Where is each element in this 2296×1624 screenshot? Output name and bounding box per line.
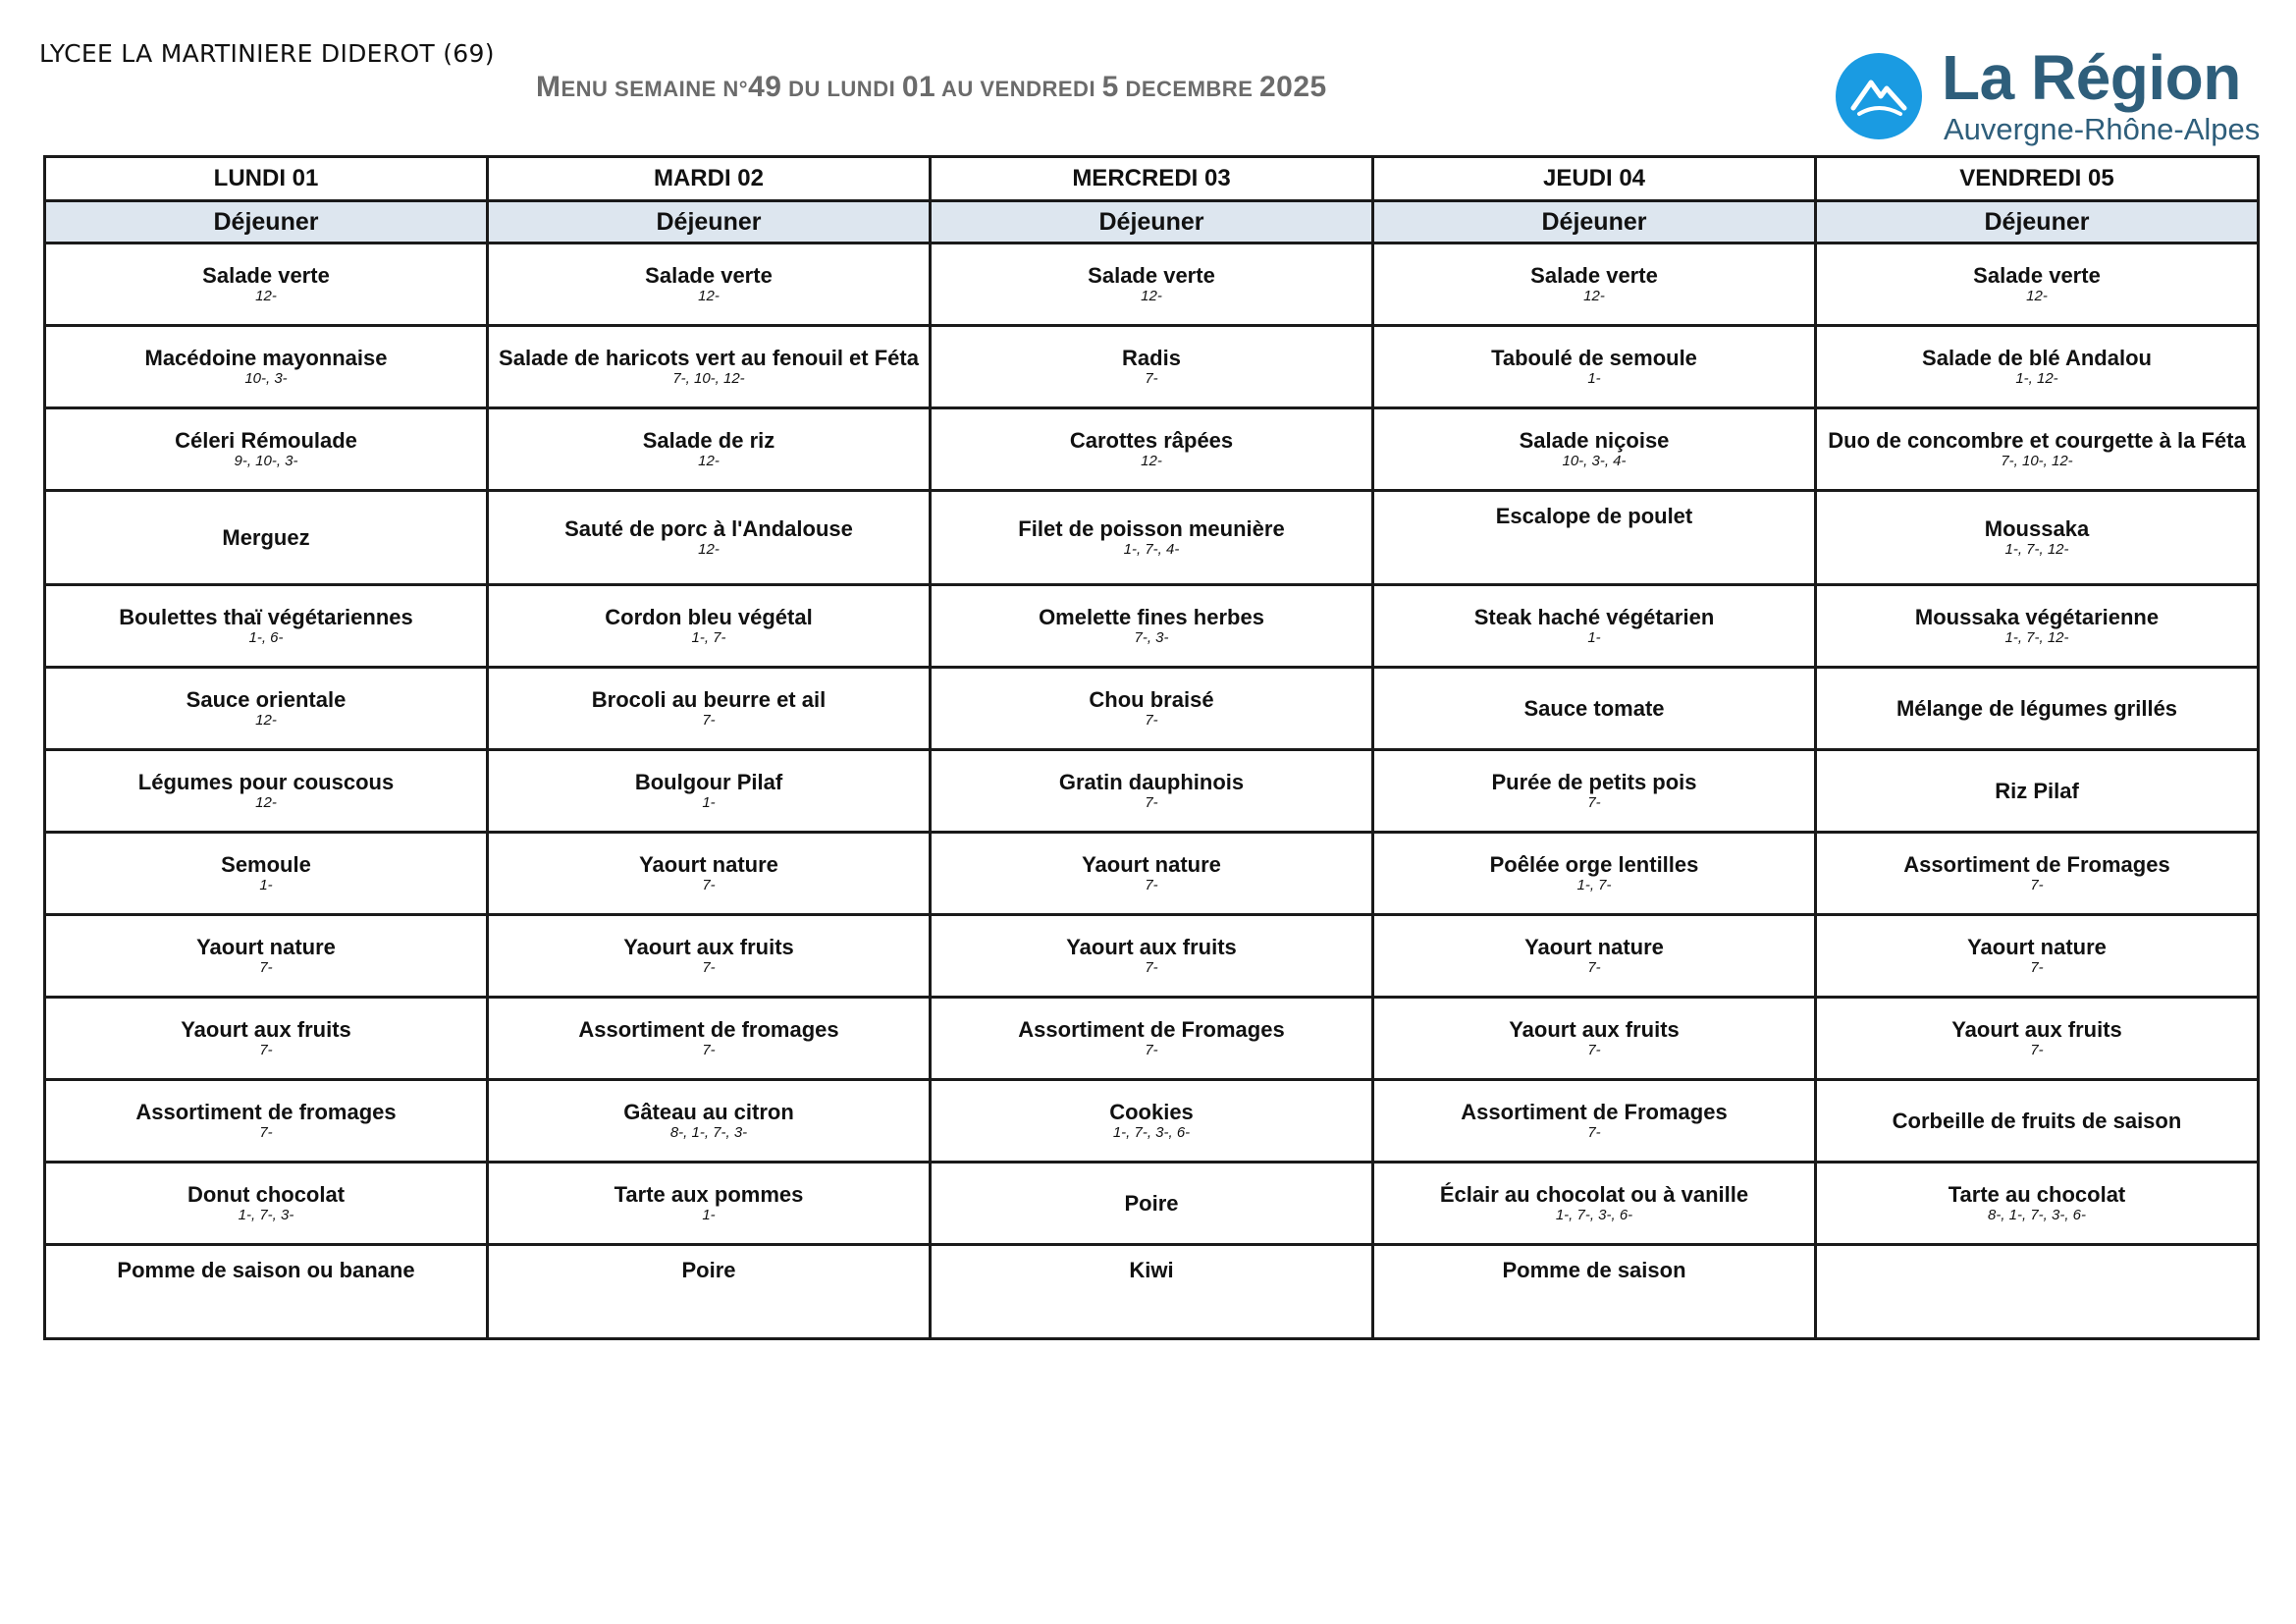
menu-cell [1373,244,1816,326]
menu-cell [488,585,931,668]
dish-name: Riz Pilaf [1995,779,2079,803]
menu-cell [45,915,488,998]
menu-title [536,71,1327,104]
dish-name: Cordon bleu végétal [605,605,813,629]
allergen-codes: 12- [698,288,720,304]
allergen-codes: 12- [698,541,720,558]
allergen-codes: 7- [1587,794,1601,811]
allergen-codes: 1-, 7-, 12- [2004,541,2069,558]
day-header: JEUDI 04 [1373,157,1816,201]
menu-row [45,1080,2259,1163]
allergen-codes: 12- [1141,288,1162,304]
menu-cell [1816,408,2259,491]
menu-cell [1373,833,1816,915]
allergen-codes: 1- [259,877,273,893]
menu-cell [488,833,931,915]
dish-name: Brocoli au beurre et ail [591,687,827,712]
menu-cell [488,491,931,585]
menu-title-part: DECEMBRE [1118,77,1259,101]
menu-body [45,244,2259,1339]
allergen-codes: 1-, 7-, 3-, 6- [1555,1207,1633,1223]
menu-cell [931,244,1373,326]
dish-name: Yaourt nature [196,935,336,959]
dish-name: Yaourt aux fruits [181,1017,351,1042]
allergen-codes: 7- [1145,370,1158,387]
dish-name: Boulettes thaï végétariennes [119,605,413,629]
menu-cell [45,585,488,668]
dish-name: Tarte aux pommes [614,1182,804,1207]
menu-title-part: 01 [901,71,936,103]
menu-cell [931,585,1373,668]
menu-cell [1373,1163,1816,1245]
allergen-codes: 1-, 7-, 4- [1123,541,1180,558]
menu-cell [45,1245,488,1339]
dish-name: Sauté de porc à l'Andalouse [564,516,853,541]
menu-cell [931,326,1373,408]
dish-name: Radis [1122,346,1181,370]
menu-title-part: AU VENDREDI [935,77,1102,101]
dish-name: Duo de concombre et courgette à la Féta [1828,428,2246,453]
menu-cell [931,998,1373,1080]
day-header: MERCREDI 03 [931,157,1373,201]
meal-header: Déjeuner [1816,201,2259,244]
dish-name: Mélange de légumes grillés [1896,696,2178,721]
menu-cell [1816,491,2259,585]
menu-cell [931,1245,1373,1339]
dish-name: Yaourt nature [639,852,778,877]
menu-cell [931,750,1373,833]
dish-name: Macédoine mayonnaise [144,346,388,370]
dish-name: Pomme de saison [1502,1258,1686,1282]
dish-name: Légumes pour couscous [137,770,395,794]
allergen-codes: 7- [702,712,716,729]
allergen-codes: 12- [255,288,277,304]
dish-name: Kiwi [1129,1258,1174,1282]
menu-cell [1816,326,2259,408]
allergen-codes: 7-, 10-, 12- [672,370,745,387]
menu-title-part: M [536,71,561,103]
menu-cell [488,326,931,408]
allergen-codes: 7- [2030,1042,2044,1058]
menu-cell [45,408,488,491]
allergen-codes: 8-, 1-, 7-, 3-, 6- [1987,1207,2087,1223]
dish-name: Salade verte [645,263,773,288]
menu-row [45,326,2259,408]
allergen-codes: 12- [1141,453,1162,469]
menu-cell [488,1245,931,1339]
menu-cell [1816,750,2259,833]
dish-name: Salade verte [1088,263,1215,288]
menu-title-part: ENU SEMAINE N° [561,77,749,101]
menu-cell [488,998,931,1080]
menu-cell [45,1163,488,1245]
menu-cell [1816,1163,2259,1245]
dish-name: Salade de riz [642,428,775,453]
region-logo [1836,42,2261,153]
dish-name: Gâteau au citron [623,1100,794,1124]
allergen-codes: 7- [2030,877,2044,893]
dish-name: Éclair au chocolat ou à vanille [1439,1182,1749,1207]
menu-cell [931,1163,1373,1245]
allergen-codes: 8-, 1-, 7-, 3- [669,1124,748,1141]
menu-cell [488,244,931,326]
meal-header: Déjeuner [488,201,931,244]
meal-header: Déjeuner [1373,201,1816,244]
dish-name: Steak haché végétarien [1473,605,1715,629]
dish-name: Corbeille de fruits de saison [1892,1109,2182,1133]
menu-row [45,750,2259,833]
dish-name: Moussaka [1984,516,2090,541]
allergen-codes: 1- [1587,370,1601,387]
menu-cell [1373,408,1816,491]
menu-cell [1816,998,2259,1080]
menu-row [45,1163,2259,1245]
menu-title-part: 49 [748,71,782,103]
dish-name: Yaourt nature [1967,935,2107,959]
dish-name: Carottes râpées [1069,428,1234,453]
allergen-codes: 7- [1587,959,1601,976]
allergen-codes: 7- [1587,1042,1601,1058]
dish-name: Yaourt aux fruits [1066,935,1237,959]
allergen-codes: 7- [702,1042,716,1058]
menu-cell [45,326,488,408]
menu-cell [45,750,488,833]
allergen-codes: 10-, 3-, 4- [1562,453,1627,469]
dish-name: Salade verte [1530,263,1658,288]
dish-name: Moussaka végétarienne [1914,605,2160,629]
menu-cell [1373,491,1816,585]
meal-header: Déjeuner [45,201,488,244]
menu-row [45,998,2259,1080]
dish-name: Salade de blé Andalou [1922,346,2152,370]
menu-cell [488,408,931,491]
allergen-codes: 1-, 7- [691,629,726,646]
menu-cell [1373,915,1816,998]
menu-cell [1373,326,1816,408]
region-logo-subtitle: Auvergne-Rhône-Alpes [1944,112,2261,146]
menu-row [45,915,2259,998]
dish-name: Yaourt aux fruits [1951,1017,2122,1042]
menu-cell [931,408,1373,491]
dish-name: Céleri Rémoulade [175,428,357,453]
menu-cell [1373,1080,1816,1163]
allergen-codes: 7- [702,959,716,976]
dish-name: Omelette fines herbes [1039,605,1264,629]
allergen-codes: 12- [2026,288,2048,304]
menu-cell [45,244,488,326]
dish-name: Salade verte [1973,263,2101,288]
menu-cell [45,998,488,1080]
menu-cell [931,491,1373,585]
allergen-codes: 7- [1145,877,1158,893]
menu-table [43,155,2260,1340]
menu-cell [931,1080,1373,1163]
allergen-codes: 7- [259,1042,273,1058]
dish-name: Assortiment de Fromages [1461,1100,1728,1124]
day-header: LUNDI 01 [45,157,488,201]
allergen-codes: 12- [255,712,277,729]
region-logo-text: La Région [1942,42,2241,113]
menu-cell [45,491,488,585]
allergen-codes: 7- [259,959,273,976]
dish-name: Assortiment de fromages [135,1100,397,1124]
allergen-codes: 1-, 7-, 3-, 6- [1112,1124,1191,1141]
dish-name: Sauce orientale [186,687,347,712]
menu-cell [931,915,1373,998]
menu-cell [1373,998,1816,1080]
dish-name: Gratin dauphinois [1058,770,1245,794]
menu-title-part: DU LUNDI [781,77,902,101]
dish-name: Salade niçoise [1519,428,1670,453]
dish-name: Assortiment de Fromages [1018,1017,1285,1042]
day-header-row [45,157,2259,201]
school-name: LYCEE LA MARTINIERE DIDEROT (69) [39,39,495,68]
dish-name: Filet de poisson meunière [1018,516,1285,541]
allergen-codes: 1- [702,794,716,811]
menu-row [45,408,2259,491]
dish-name: Pomme de saison ou banane [117,1258,415,1282]
menu-cell [45,833,488,915]
allergen-codes: 7- [259,1124,273,1141]
dish-name: Merguez [222,525,310,550]
dish-name: Boulgour Pilaf [634,770,783,794]
meal-header: Déjeuner [931,201,1373,244]
allergen-codes: 1-, 12- [2015,370,2058,387]
menu-cell [488,1163,931,1245]
allergen-codes: 7- [1145,794,1158,811]
menu-cell [45,668,488,750]
dish-name: Salade verte [202,263,330,288]
menu-cell [488,668,931,750]
menu-cell [1373,668,1816,750]
allergen-codes: 1-, 7-, 3- [238,1207,294,1223]
menu-cell [1816,585,2259,668]
allergen-codes: 7- [1145,959,1158,976]
menu-cell [1373,750,1816,833]
menu-cell [931,833,1373,915]
menu-title-part: 5 [1101,71,1119,103]
dish-name: Purée de petits pois [1491,770,1697,794]
menu-row [45,491,2259,585]
menu-cell [45,1080,488,1163]
dish-name: Taboulé de semoule [1491,346,1697,370]
menu-row [45,1245,2259,1339]
meal-header-row [45,201,2259,244]
allergen-codes: 7- [1587,1124,1601,1141]
allergen-codes: 9-, 10-, 3- [234,453,298,469]
day-header: VENDREDI 05 [1816,157,2259,201]
menu-row [45,244,2259,326]
allergen-codes: 10-, 3- [244,370,288,387]
allergen-codes: 7- [2030,959,2044,976]
menu-row [45,585,2259,668]
dish-name: Escalope de poulet [1495,504,1693,528]
dish-name: Yaourt nature [1082,852,1221,877]
allergen-codes: 12- [698,453,720,469]
menu-cell [488,750,931,833]
day-header: MARDI 02 [488,157,931,201]
menu-cell [488,1080,931,1163]
dish-name: Semoule [221,852,311,877]
menu-cell [931,668,1373,750]
allergen-codes: 7-, 10-, 12- [2001,453,2073,469]
allergen-codes: 1- [702,1207,716,1223]
menu-cell [488,915,931,998]
allergen-codes: 1-, 7- [1576,877,1612,893]
menu-cell [1816,668,2259,750]
dish-name: Sauce tomate [1523,696,1665,721]
allergen-codes: 7- [1145,712,1158,729]
allergen-codes: 1- [1587,629,1601,646]
region-logo-icon [1836,53,1922,139]
menu-cell [1816,244,2259,326]
allergen-codes: 12- [255,794,277,811]
menu-row [45,833,2259,915]
allergen-codes: 7- [702,877,716,893]
allergen-codes: 7- [1145,1042,1158,1058]
allergen-codes: 1-, 6- [248,629,284,646]
menu-cell [1373,1245,1816,1339]
dish-name: Chou braisé [1089,687,1214,712]
menu-cell [1816,1245,2259,1339]
menu-cell [1816,833,2259,915]
allergen-codes: 1-, 7-, 12- [2004,629,2069,646]
allergen-codes: 7-, 3- [1134,629,1169,646]
dish-name: Assortiment de Fromages [1903,852,2170,877]
dish-name: Yaourt aux fruits [1509,1017,1680,1042]
dish-name: Poire [681,1258,736,1282]
allergen-codes: 12- [1583,288,1605,304]
dish-name: Donut chocolat [187,1182,346,1207]
menu-cell [1816,1080,2259,1163]
dish-name: Salade de haricots vert au fenouil et Féta [499,346,919,370]
dish-name: Yaourt aux fruits [623,935,794,959]
dish-name: Poire [1124,1191,1179,1216]
menu-cell [1373,585,1816,668]
dish-name: Poêlée orge lentilles [1489,852,1699,877]
dish-name: Tarte au chocolat [1948,1182,2126,1207]
dish-name: Cookies [1109,1100,1194,1124]
menu-title-part: 2025 [1258,71,1327,103]
dish-name: Yaourt nature [1524,935,1664,959]
dish-name: Assortiment de fromages [578,1017,839,1042]
menu-row [45,668,2259,750]
menu-cell [1816,915,2259,998]
